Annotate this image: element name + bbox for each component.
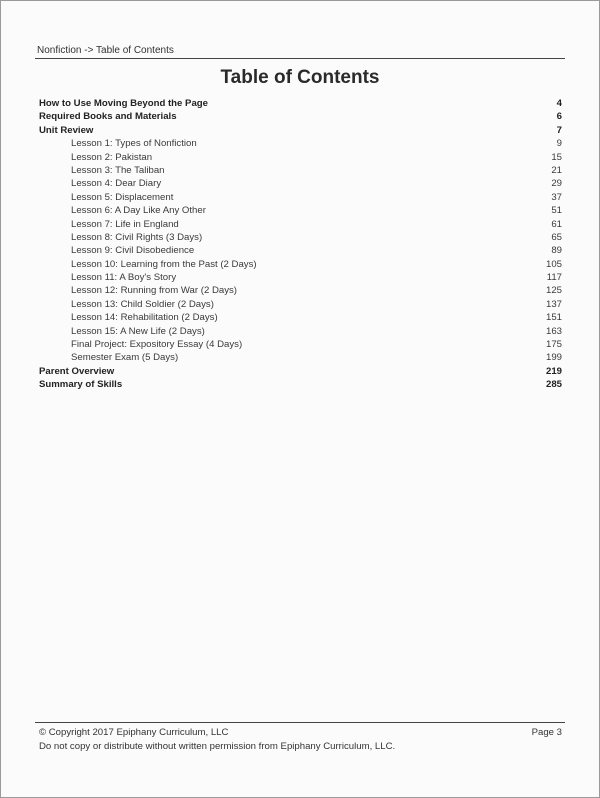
toc-entry: [39, 244, 562, 257]
toc-entry-page: 125: [545, 285, 562, 297]
toc-entry-page: 137: [545, 298, 562, 310]
table-of-contents: [39, 97, 562, 392]
toc-entry-page: 29: [551, 178, 562, 190]
toc-entry-page: 37: [551, 191, 562, 203]
toc-entry: [39, 378, 562, 391]
toc-entry-page: 65: [551, 231, 562, 243]
toc-entry-title: Lesson 3: The Taliban: [71, 164, 165, 176]
toc-entry-title: Lesson 6: A Day Like Any Other: [71, 205, 206, 217]
toc-entry-page: 21: [551, 164, 562, 176]
toc-entry-title: Final Project: Expository Essay (4 Days): [71, 339, 243, 351]
toc-entry: [39, 124, 562, 137]
toc-entry-page: 199: [545, 352, 562, 364]
toc-entry: [39, 258, 562, 271]
toc-entry-page: 15: [551, 151, 562, 163]
toc-entry: [39, 177, 562, 190]
footer-copyright: © Copyright 2017 Epiphany Curriculum, LLC: [39, 727, 229, 738]
toc-entry-title: Lesson 8: Civil Rights (3 Days): [71, 231, 203, 243]
toc-entry-title: Lesson 15: A New Life (2 Days): [71, 325, 205, 337]
page-title: Table of Contents: [220, 67, 380, 88]
toc-entry-page: 105: [545, 258, 562, 270]
toc-entry-page: 285: [545, 379, 562, 391]
toc-entry: [39, 284, 562, 297]
toc-entry-title: Unit Review: [39, 124, 94, 136]
toc-entry: [39, 218, 562, 231]
toc-entry: [39, 298, 562, 311]
toc-entry: [39, 231, 562, 244]
toc-entry-title: Lesson 1: Types of Nonfiction: [71, 138, 197, 150]
toc-entry-page: 6: [556, 111, 562, 123]
toc-entry-page: 9: [556, 138, 562, 150]
toc-entry-title: Lesson 2: Pakistan: [71, 151, 153, 163]
footer-notice: Do not copy or distribute without written permission from Epiphany Curriculum, LLC.: [39, 741, 396, 752]
toc-entry: [39, 365, 562, 378]
toc-entry-title: Lesson 5: Displacement: [71, 191, 174, 203]
toc-entry-title: Required Books and Materials: [39, 111, 177, 123]
toc-entry-title: Lesson 7: Life in England: [71, 218, 179, 230]
toc-entry: [39, 338, 562, 351]
toc-entry-page: 61: [551, 218, 562, 230]
toc-entry: [39, 164, 562, 177]
toc-entry-page: 4: [556, 98, 562, 109]
toc-entry-title: Lesson 11: A Boy's Story: [71, 272, 177, 284]
footer-divider: [35, 722, 565, 723]
toc-entry-title: Parent Overview: [39, 365, 115, 377]
toc-entry-title: Lesson 13: Child Soldier (2 Days): [71, 298, 214, 310]
toc-entry-page: 151: [545, 312, 562, 324]
toc-entry-title: How to Use Moving Beyond the Page: [39, 98, 208, 109]
toc-entry: [39, 97, 562, 110]
toc-entry: [39, 151, 562, 164]
toc-entry-title: Lesson 4: Dear Diary: [71, 178, 162, 190]
toc-entry-title: Summary of Skills: [39, 379, 123, 391]
toc-entry-title: Lesson 14: Rehabilitation (2 Days): [71, 312, 218, 324]
toc-entry-title: Lesson 10: Learning from the Past (2 Days): [71, 258, 257, 270]
toc-entry-page: 163: [545, 325, 562, 337]
toc-entry-page: 219: [545, 365, 562, 377]
running-header: Nonfiction -> Table of Contents: [37, 45, 174, 56]
toc-entry: [39, 110, 562, 123]
toc-entry-page: 89: [551, 245, 562, 257]
toc-entry-page: 175: [545, 339, 562, 351]
toc-entry: [39, 271, 562, 284]
toc-entry-page: 51: [551, 205, 562, 217]
toc-entry: [39, 311, 562, 324]
toc-entry-title: Semester Exam (5 Days): [71, 352, 179, 364]
toc-entry: [39, 137, 562, 150]
toc-entry: [39, 204, 562, 217]
toc-entry: [39, 325, 562, 338]
toc-entry-page: 7: [556, 124, 562, 136]
toc-entry-title: Lesson 12: Running from War (2 Days): [71, 285, 238, 297]
toc-entry-page: 117: [546, 272, 562, 284]
toc-entry: [39, 351, 562, 364]
toc-entry: [39, 191, 562, 204]
toc-entry-title: Lesson 9: Civil Disobedience: [71, 245, 195, 257]
footer-page-number: Page 3: [531, 727, 562, 738]
header-divider: [35, 58, 565, 59]
